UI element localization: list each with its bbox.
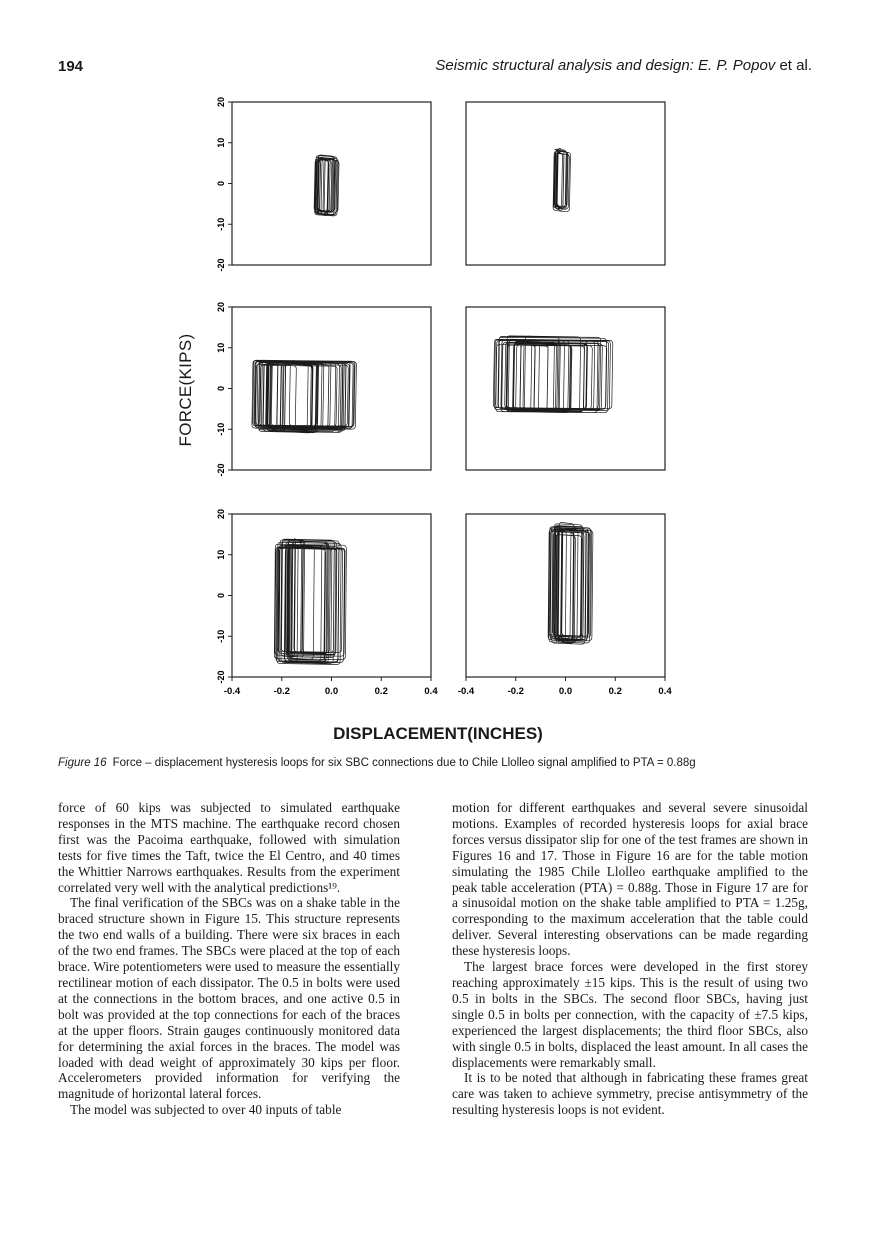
x-tick-label: 0.4 bbox=[658, 686, 672, 697]
hysteresis-loops bbox=[274, 539, 346, 665]
y-tick-label: 10 bbox=[216, 342, 226, 353]
y-tick-label: 0 bbox=[216, 385, 226, 392]
y-tick-label: 0 bbox=[216, 180, 226, 187]
running-authors: E. P. Popov bbox=[698, 57, 776, 74]
y-tick-label: -10 bbox=[216, 629, 226, 643]
x-tick-label: -0.2 bbox=[507, 686, 524, 697]
hysteresis-loops bbox=[252, 360, 357, 433]
y-tick-label: 20 bbox=[216, 301, 226, 313]
figure-caption-label: Figure 16 bbox=[58, 757, 107, 769]
x-tick-label: -0.4 bbox=[457, 686, 475, 697]
body-column-right bbox=[452, 800, 808, 1118]
page-number: 194 bbox=[58, 58, 84, 75]
y-tick-label: -20 bbox=[216, 258, 226, 272]
figure-caption bbox=[58, 757, 828, 769]
y-tick-label: 20 bbox=[216, 96, 226, 108]
x-tick-label: 0.4 bbox=[424, 686, 438, 697]
x-tick-label: 0.2 bbox=[608, 686, 622, 697]
paragraph: The final verification of the SBCs was on a shake table in the braced structure shown in Figure 15. This structure represents the two end walls of a building. There were six braces in each of the two end frames. The SBCs were placed at the top of each brace. Wire potentiometers were used to measure the essentially rectilinear motion of each dissipator. The 0.5 in bolts were used at the connections in the bottom braces, and one active 0.5 in bolt was provided at the top connections for each of the braces at the upper floors. Strain gauges continuously monitored data for determining the axial forces in the braces. The model was loaded with dead weight of approximately 30 kips per floor. Accelerometers provided information for verifying the magnitude of horizontal lateral forces. bbox=[58, 895, 400, 1102]
y-axis-label-wrap bbox=[176, 300, 196, 480]
y-tick-label: 20 bbox=[216, 508, 226, 520]
paragraph: motion for different earthquakes and several severe sinusoidal motions. Examples of recorded hysteresis loops for axial brace forces versus dissipator slip for one of the test frames are shown in Figures 16 and 17. Those in Figure 16 are for the table motion simulating the 1985 Chile Llolleo earthquake amplified to the peak table acceleration (PTA) = 0.88g. Those in Figure 17 are for a sinusoidal motion on the shake table amplified to PTA = 1.25g, corresponding to the maximum acceleration that the table could deliver. Several interesting observations can be made regarding these hysteresis loops. bbox=[452, 800, 808, 959]
hysteresis-loops bbox=[548, 523, 593, 645]
y-tick-label: -20 bbox=[216, 670, 226, 684]
x-tick-label: 0.0 bbox=[324, 686, 339, 697]
y-tick-label: -10 bbox=[216, 422, 226, 436]
hysteresis-loops bbox=[553, 148, 570, 211]
x-tick-label: -0.2 bbox=[273, 686, 290, 697]
x-tick-label: 0.0 bbox=[558, 686, 573, 697]
paragraph: It is to be noted that although in fabricating these frames great care was taken to achieve symmetry, precise antisymmetry of the resulting hysteresis loops is not evident. bbox=[452, 1070, 808, 1118]
x-tick-label: -0.4 bbox=[223, 686, 241, 697]
paragraph: The largest brace forces were developed in the first storey reaching approximately ±15 kips. This is the result of using two 0.5 in bolts in the SBCs. The second floor SBCs, having just single 0.5 in bolts per connection, with the capacity of ±7.5 kips, experienced the largest displacements; the third floor SBCs, also with single 0.5 in bolts, displaced the least amount. In all cases the displacements were remarkably small. bbox=[452, 959, 808, 1070]
y-tick-label: 10 bbox=[216, 137, 226, 148]
y-tick-label: 10 bbox=[216, 549, 226, 560]
paragraph: The model was subjected to over 40 inputs of table bbox=[70, 1102, 342, 1118]
y-tick-label: -20 bbox=[216, 463, 226, 477]
y-axis-label: FORCE(KIPS) bbox=[176, 333, 195, 447]
running-title: Seismic structural analysis and design: bbox=[435, 57, 694, 74]
y-tick-label: 0 bbox=[216, 592, 226, 599]
x-axis-label: DISPLACEMENT(INCHES) bbox=[333, 724, 543, 743]
hysteresis-loops bbox=[314, 155, 339, 216]
x-tick-label: 0.2 bbox=[374, 686, 388, 697]
hysteresis-loops bbox=[493, 336, 612, 413]
figure-caption-text: Force – displacement hysteresis loops for six SBC connections due to Chile Llolleo signal amplified to PTA = 0.88g bbox=[112, 757, 696, 769]
paragraph: force of 60 kips was subjected to simulated earthquake responses in the MTS machine. The earthquake record chosen first was the Pacoima earthquake, followed with simulation tests for five times the Taft, twice the El Centro, and 40 times the Whittier Narrows earthquakes. Results from the experiment correlated very well with the analytical predictions¹⁹. bbox=[58, 800, 400, 895]
running-suffix: et al. bbox=[779, 57, 812, 74]
body-column-left bbox=[58, 800, 400, 1118]
y-tick-label: -10 bbox=[216, 217, 226, 231]
